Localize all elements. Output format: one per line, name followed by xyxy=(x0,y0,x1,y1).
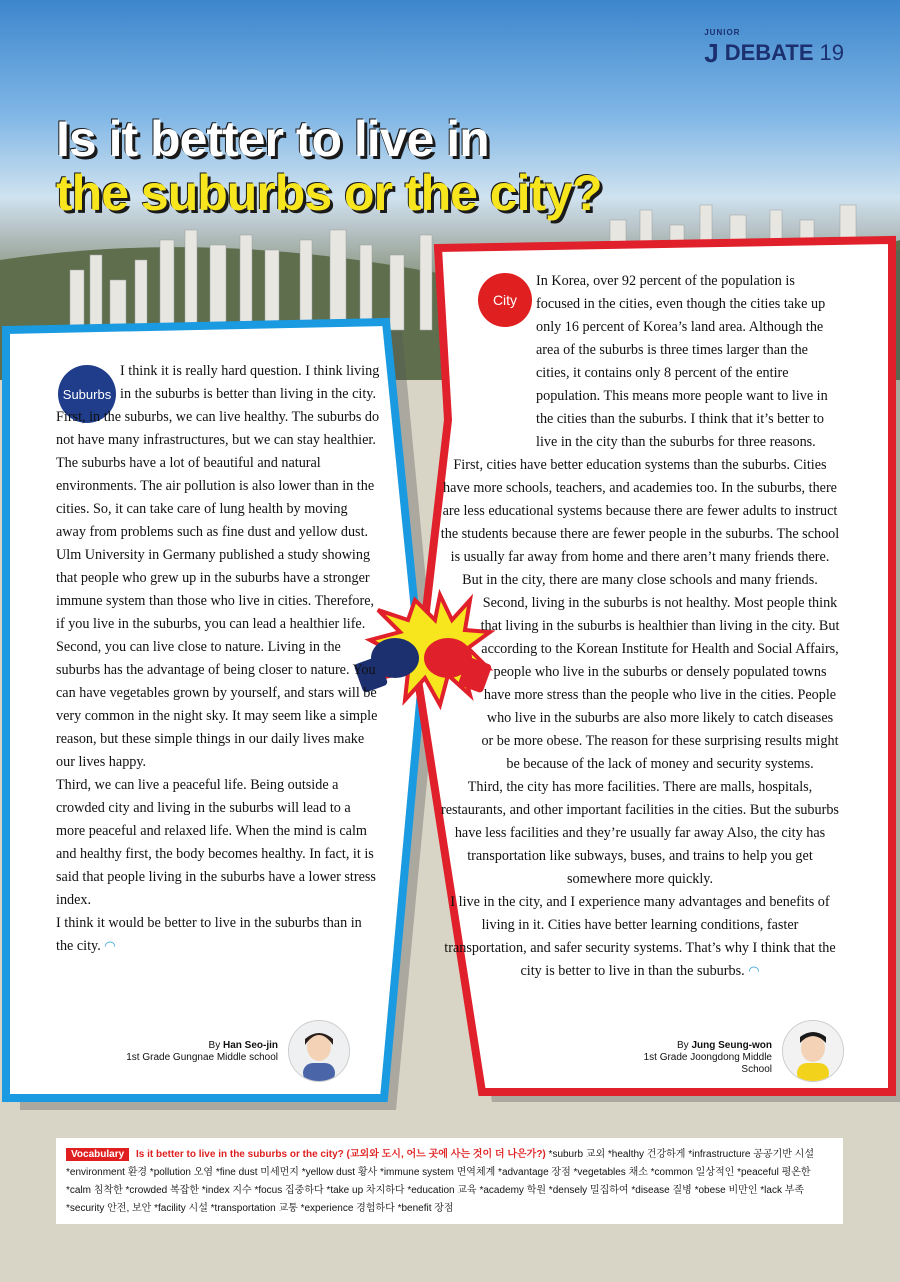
suburbs-paragraph-3: Third, we can live a peaceful life. Being outside a crowded city and living in the suburbs will lead to a more peaceful and relaxed life. When the mind is calm and healthy first, the body becomes healthy. In fact, it is said that people living in the suburbs have a lower stress index. xyxy=(56,777,376,908)
vocabulary-label: Vocabulary xyxy=(66,1148,129,1161)
headline-line-1: Is it better to live in xyxy=(56,111,489,167)
audio-icon[interactable]: ◠ xyxy=(104,939,116,954)
page-number: 19 xyxy=(819,40,844,65)
city-author: Jung Seung-won xyxy=(691,1040,772,1051)
suburbs-author-avatar xyxy=(288,1020,350,1082)
vocabulary-question: Is it better to live in the suburbs or the city? (교외와 도시, 어느 곳에 사는 것이 더 나은가?) xyxy=(135,1149,546,1160)
suburbs-paragraph-2: Second, you can live close to nature. Living in the suburbs has the advantage of being closer to nature. You can have vegetables grown by yourself, and stars will be very common in the night sky. It may seem like a simple reason, but these simple things in our daily lives make our lives happy. xyxy=(56,639,378,770)
city-paragraph-2: First, cities have better education systems than the suburbs. Cities have more schools, teachers, and academies too. In the suburbs, there are less educational systems because there are fewer adults to instruct the students because there are fewer people in the suburbs. The school is usually far away from home and there aren’t many friends there. But in the city, there are many close schools and many friends. xyxy=(440,457,840,588)
vocabulary-box xyxy=(56,1138,843,1224)
suburbs-intro: I think it is really hard question. I think living in the suburbs is better than living in the city. xyxy=(120,363,380,402)
city-paragraph-3: Second, living in the suburbs is not healthy. Most people think that living in the suburbs is healthier than living in the city. But according to the Korean Institute for Health and Social Affairs, people who live in the suburbs or densely populated towns have more stress than the people who live in the cities. People who live in the suburbs are also more likely to catch diseases or be more obese. The reason for these surprising results might be because of the lack of money and security systems. xyxy=(480,595,840,772)
vocabulary-terms: *suburb 교외 *healthy 건강하게 *infrastructure 공공기반 시설 *environment 환경 *pollution 오염 *fine dust 미세먼지 *yellow dust 황사 *immune system 면역체계 *advantage 장점 *vegetables 채소 *common 일상적인 *peaceful 평온한 *calm 침착한 *crowded 복잡한 *index 지수 *focus 집중하다 *take up 차지하다 *education 교육 *academy 학원 *densely 밀집하여 *disease 질병 *obese 비만인 *lack 부족 *security 안전, 보안 *facility 시설 *transportation 교통 *experience 경험하다 *benefit 장점 xyxy=(66,1149,814,1214)
suburbs-paragraph-1: First, in the suburbs, we can live healthy. The suburbs do not have many infrastructures, but we can stay healthier. The suburbs have a lot of beautiful and natural environments. The air pollution is also lower than in the cities. So, it can take care of lung health by moving away from problems such as fine dust and yellow dust. Ulm University in Germany published a study showing that people who grew up in the suburbs have a stronger immune system than those who live in cities. Therefore, if you live in the suburbs, you can lead a healthier life. xyxy=(56,409,380,632)
city-article xyxy=(440,270,840,983)
city-badge: City xyxy=(478,273,532,327)
junior-label: JUNIOR xyxy=(704,28,741,37)
city-school: 1st Grade Joongdong Middle School xyxy=(643,1052,772,1075)
section-name: DEBATE xyxy=(724,40,814,65)
j-logo-icon: J xyxy=(704,38,719,68)
suburbs-badge: Suburbs xyxy=(58,365,116,423)
city-byline: By Jung Seung-won 1st Grade Joongdong Middle School xyxy=(612,1040,772,1076)
suburbs-article xyxy=(56,360,381,958)
city-paragraph-5: I live in the city, and I experience many advantages and benefits of living in it. Cities have better learning conditions, faster transportation, and safer security systems. That’s why I think that the city is better to live in than the suburbs. ◠ xyxy=(440,891,840,983)
audio-icon[interactable]: ◠ xyxy=(748,964,760,979)
city-paragraph-4: Third, the city has more facilities. There are malls, hospitals, restaurants, and other important facilities in the cities. But the suburbs have less facilities and they’re usually far away Also, the city has transportation like subways, buses, and trains to help you get somewhere more quickly. xyxy=(441,779,839,887)
city-paragraph-1: In Korea, over 92 percent of the population is focused in the cities, even though the cities take up only 16 percent of Korea’s land area. Although the area of the suburbs is three times larger than the cities, it contains only 8 percent of the entire population. This means more people want to live in the cities than the suburbs. I think that it’s better to live in the city than the suburbs for three reasons. xyxy=(536,273,828,450)
suburbs-author: Han Seo-jin xyxy=(222,1040,278,1051)
suburbs-byline: By Han Seo-jin 1st Grade Gungnae Middle school xyxy=(120,1040,278,1064)
suburbs-school: 1st Grade Gungnae Middle school xyxy=(126,1052,278,1063)
headline-line-2: the suburbs or the city? xyxy=(56,165,602,221)
suburbs-paragraph-4: I think it would be better to live in the suburbs than in the city. ◠ xyxy=(56,912,381,958)
city-author-avatar xyxy=(782,1020,844,1082)
